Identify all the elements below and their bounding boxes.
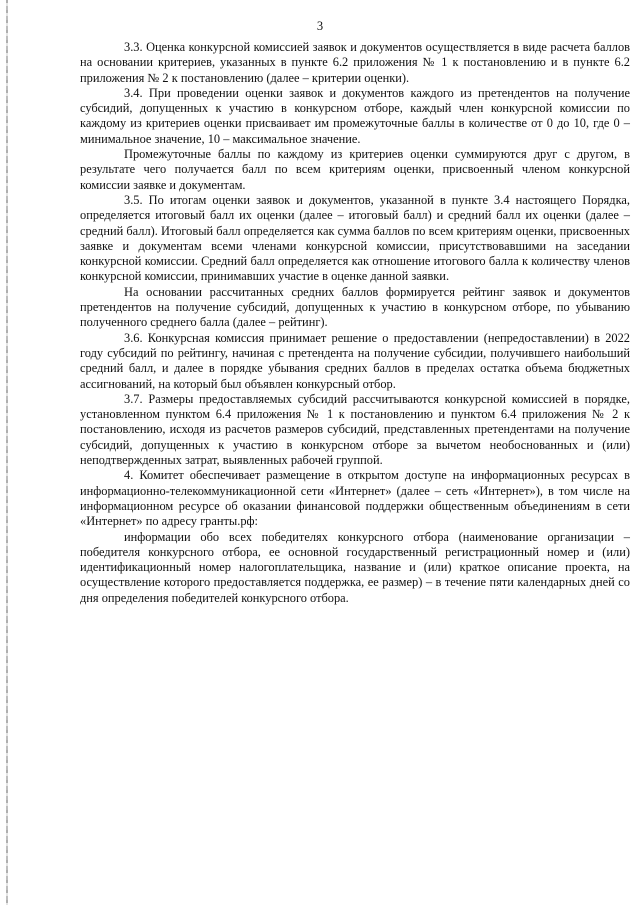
paragraph-3-3: 3.3. Оценка конкурсной комиссией заявок и документов осуществляется в виде расчета баллов на основании критериев, указанных в пункте 6.2 приложения № 1 к постановлению и в пункте 6.2 приложения № 2 к постановлению (далее – критерии оценки).: [80, 40, 630, 85]
document-body: [80, 40, 630, 606]
paragraph-3-7: 3.7. Размеры предоставляемых субсидий рассчитываются конкурсной комиссией в порядке, установленном пунктом 6.4 приложения № 1 к постановлению и пунктом 6.4 приложения № 2 к постановлению, исходя из расчетов размеров субсидий, представленных претендентами на получение субсидий, допущенных к участию в конкурсном отборе за вычетом необоснованных и (или) неподтвержденных затрат, выявленных рабочей группой.: [80, 391, 630, 468]
paragraph-rating: На основании рассчитанных средних баллов формируется рейтинг заявок и документов претендентов на получение субсидий, допущенных к участию в конкурсном отборе, по убыванию полученного среднего балла (далее – рейтинг).: [80, 284, 630, 330]
paragraph-winners-info: информации обо всех победителях конкурсного отбора (наименование организации – победителя конкурсного отбора, ее основной государственный регистрационный номер и (или) идентификационный номер налогоплательщика, название и (или) краткое описание проекта, на осуществление которого предоставляется поддержка, ее размер) – в течение пяти календарных дней со дня определения победителей конкурсного отбора.: [80, 529, 630, 605]
scan-edge-mark: [6, 0, 8, 905]
paragraph-intermediate-scores: Промежуточные баллы по каждому из критериев оценки суммируются друг с другом, в результате чего получается балл по всем критериям оценки, присвоенный членом конкурсной комиссии заявке и документам.: [80, 147, 630, 192]
paragraph-3-4: 3.4. При проведении оценки заявок и документов каждого из претендентов на получение субсидий, допущенных к участию в конкурсном отборе, каждый член конкурсной комиссии по каждому из критериев оценки присваивает им промежуточные баллы в количестве от 0 до 10, где 0 – минимальное значение, 10 – максимальное значение.: [80, 85, 630, 146]
paragraph-3-6: 3.6. Конкурсная комиссия принимает решение о предоставлении (непредоставлении) в 2022 году субсидий по рейтингу, начиная с претендента на получение субсидии, получившего наибольший средний балл, и далее в порядке убывания средних баллов в пределах остатка объема бюджетных ассигнований, на который был объявлен конкурсный отбор.: [80, 330, 630, 391]
page-number: 3: [316, 19, 324, 33]
paragraph-3-5: 3.5. По итогам оценки заявок и документов, указанной в пункте 3.4 настоящего Порядка, определяется итоговый балл их оценки (далее – итоговый балл) и средний балл их оценки (далее – средний балл). Итоговый балл определяется как сумма баллов по всем критериям оценки, присвоенных заявке и документам всеми членами конкурсной комиссии, присутствовавшими на заседании конкурсной комиссии. Средний балл определяется как отношение итогового балла к количеству членов конкурсной комиссии, принимавших участие в оценке данной заявки.: [80, 192, 630, 284]
paragraph-4: 4. Комитет обеспечивает размещение в открытом доступе на информационных ресурсах в информационно-телекоммуникационной сети «Интернет» (далее – сеть «Интернет»), в том числе на информационном ресурсе об оказании финансовой поддержки общественным объединениям в сети «Интернет» по адресу гранты.рф:: [80, 468, 630, 529]
